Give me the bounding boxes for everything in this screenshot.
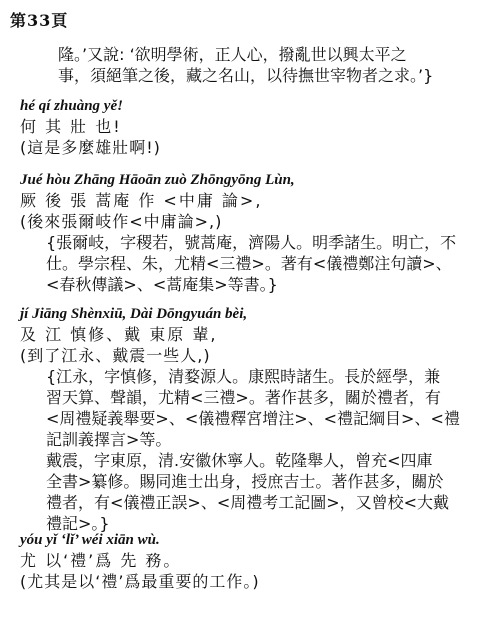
pinyin-line: Jué hòu Zhāng Hāoān zuò Zhōngyōng Lùn, bbox=[20, 172, 295, 188]
note-line: 記訓義擇言>等。 bbox=[46, 430, 172, 449]
translation-line: (到了江永、戴震一些人,) bbox=[20, 346, 211, 365]
section-1 bbox=[20, 96, 490, 158]
hanzi-line: 何 其 壯 也! bbox=[20, 117, 122, 136]
note-line: <周禮疑義舉要>、<儀禮釋宮增注>、<禮記綱目>、<禮 bbox=[46, 409, 460, 428]
note-line: {張爾岐，字稷若，號蒿庵，濟陽人。明季諸生。明亡，不 bbox=[46, 233, 457, 252]
text-line: 隆。’又說: ‘欲明學術，正人心，撥亂世以興太平之 bbox=[58, 45, 407, 64]
note-line: 習天算、聲韻，尤精<三禮>。著作甚多，關於禮者，有 bbox=[46, 388, 441, 407]
note-line: 禮者，有<儀禮正誤>、<周禮考工記圖>，又曾校<大戴 bbox=[46, 493, 450, 512]
note-line: 仕。學宗程、朱，尤精<三禮>。著有<儀禮鄭注句讀>、 bbox=[46, 254, 452, 273]
hanzi-line: 厥 後 張 蒿庵 作 <中庸 論>, bbox=[20, 191, 263, 210]
note-line: <春秋傳議>、<蒿庵集>等書。} bbox=[46, 275, 278, 294]
note-line: {江永，字慎修，清婺源人。康熙時諸生。長於經學，兼 bbox=[46, 367, 441, 386]
translation-line: (後來張爾岐作<中庸論>,) bbox=[20, 212, 223, 231]
intro-passage bbox=[20, 44, 490, 86]
pinyin-line: hé qí zhuàng yě! bbox=[20, 98, 123, 114]
pinyin-line: jí Jiāng Shènxiū, Dài Dōngyuán bèi, bbox=[20, 306, 248, 322]
text-line: 事，須絕筆之後，藏之名山，以待撫世宰物者之求。’} bbox=[58, 66, 434, 85]
section-2 bbox=[20, 170, 490, 295]
hanzi-line: 及 江 慎修、戴 東原 輩, bbox=[20, 325, 218, 344]
note-line: 戴震，字東原，清.安徽休寧人。乾隆舉人，曾充<四庫 bbox=[46, 451, 433, 470]
note-line: 禮記>。} bbox=[46, 514, 110, 533]
pinyin-line: yóu yǐ ‘lǐ’ wéi xiān wù. bbox=[20, 532, 160, 548]
hanzi-line: 尤 以‘禮’爲 先 務。 bbox=[20, 551, 182, 570]
note-line: 全書>纂修。賜同進士出身，授庶吉士。著作甚多，關於 bbox=[46, 472, 444, 491]
section-3 bbox=[20, 304, 490, 534]
translation-line: (這是多麼雄壯啊!) bbox=[20, 138, 161, 157]
page-number: 第33頁 bbox=[10, 11, 69, 30]
section-4 bbox=[20, 530, 490, 592]
translation-line: (尤其是以‘禮’爲最重要的工作。) bbox=[20, 572, 260, 591]
